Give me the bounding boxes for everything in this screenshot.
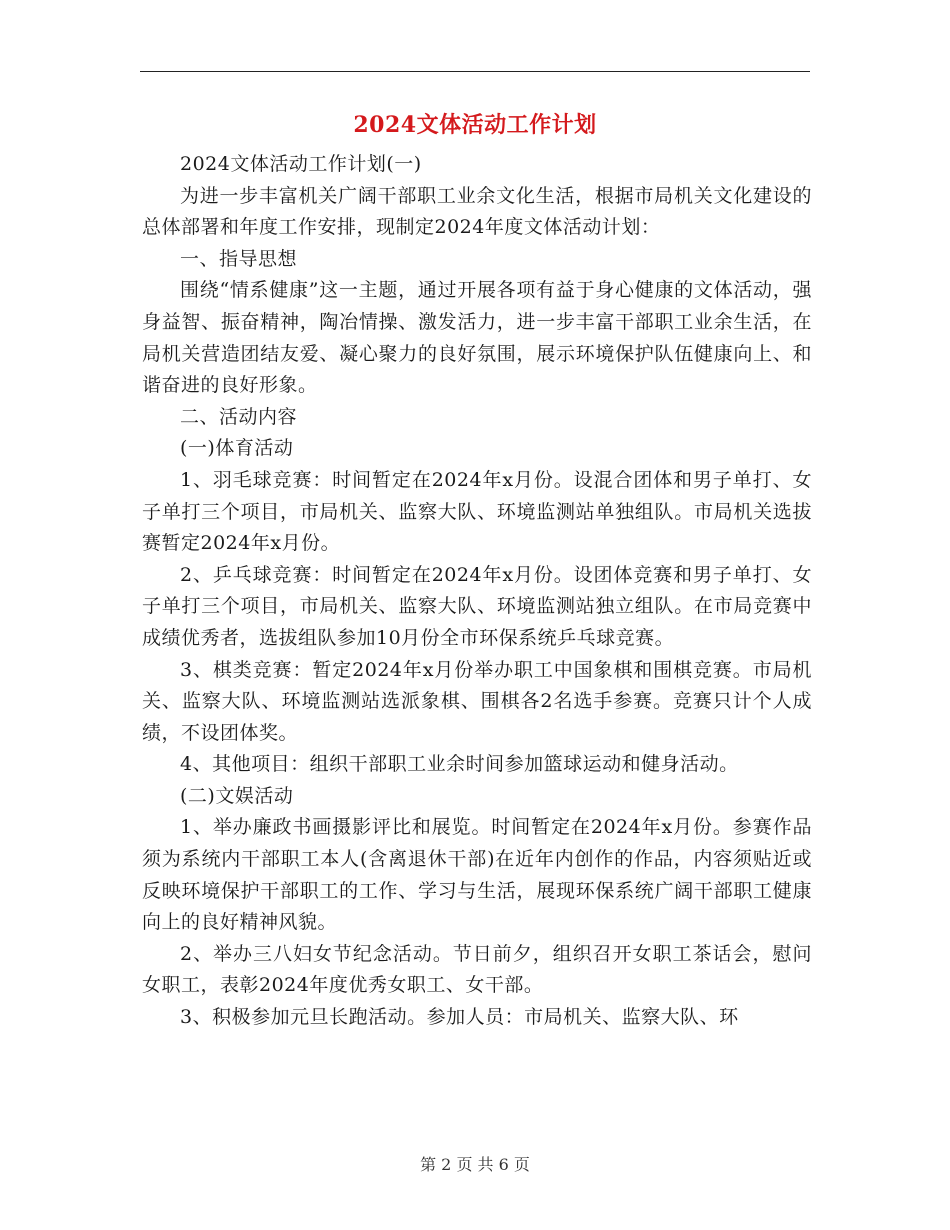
- subsection-heading-entertainment: (二)文娱活动: [180, 784, 294, 807]
- document-body: [142, 149, 812, 1034]
- paragraph-new-year-run: 3、积极参加元旦长跑活动。参加人员：市局机关、监察大队、环: [180, 1006, 739, 1029]
- paragraph-guiding-thought: 围绕“情系健康”这一主题，通过开展各项有益于身心健康的文体活动，强身益智、振奋精神，陶冶情操、激发活力，进一步丰富干部职工业余生活，在局机关营造团结友爱、凝心聚力的良好氛围，展示环境保护队伍健康向上、和谐奋进的良好形象。: [142, 279, 812, 397]
- paragraph-chess: 3、棋类竞赛：暂定2024年x月份举办职工中国象棋和围棋竞赛。市局机关、监察大队、环境监测站选派象棋、围棋各2名选手参赛。竞赛只计个人成绩，不设团体奖。: [142, 658, 812, 744]
- paragraph-womens-day: 2、举办三八妇女节纪念活动。节日前夕，组织召开女职工茶话会，慰问女职工，表彰2024年度优秀女职工、女干部。: [142, 942, 812, 997]
- paragraph-table-tennis: 2、乒乓球竞赛：时间暂定在2024年x月份。设团体竞赛和男子单打、女子单打三个项目，市局机关、监察大队、环境监测站独立组队。在市局竞赛中成绩优秀者，选拔组队参加10月份全市环保系统乒乓球竞赛。: [142, 563, 812, 649]
- paragraph-subtitle: 2024文体活动工作计划(一): [180, 153, 422, 175]
- section-heading-guiding-thought: 一、指导思想: [180, 247, 298, 270]
- page-number-footer: 第 2 页 共 6 页: [420, 1155, 530, 1174]
- paragraph-badminton: 1、羽毛球竞赛：时间暂定在2024年x月份。设混合团体和男子单打、女子单打三个项目，市局机关、监察大队、环境监测站单独组队。市局机关选拔赛暂定2024年x月份。: [142, 468, 812, 555]
- header-rule: [140, 71, 810, 72]
- subsection-heading-sports: (一)体育活动: [180, 437, 294, 460]
- section-heading-activity-content: 二、活动内容: [180, 405, 298, 428]
- paragraph-intro: 为进一步丰富机关广阔干部职工业余文化生活，根据市局机关文化建设的总体部署和年度工作安排，现制定2024年度文体活动计划：: [142, 184, 812, 239]
- paragraph-calligraphy-exhibition: 1、举办廉政书画摄影评比和展览。时间暂定在2024年x月份。参赛作品须为系统内干部职工本人(含离退休干部)在近年内创作的作品，内容须贴近或反映环境保护干部职工的工作、学习与生活，展现环保系统广阔干部职工健康向上的良好精神风貌。: [142, 816, 812, 934]
- paragraph-other-items: 4、其他项目：组织干部职工业余时间参加篮球运动和健身活动。: [180, 753, 739, 776]
- document-title: 2024文体活动工作计划: [353, 112, 597, 138]
